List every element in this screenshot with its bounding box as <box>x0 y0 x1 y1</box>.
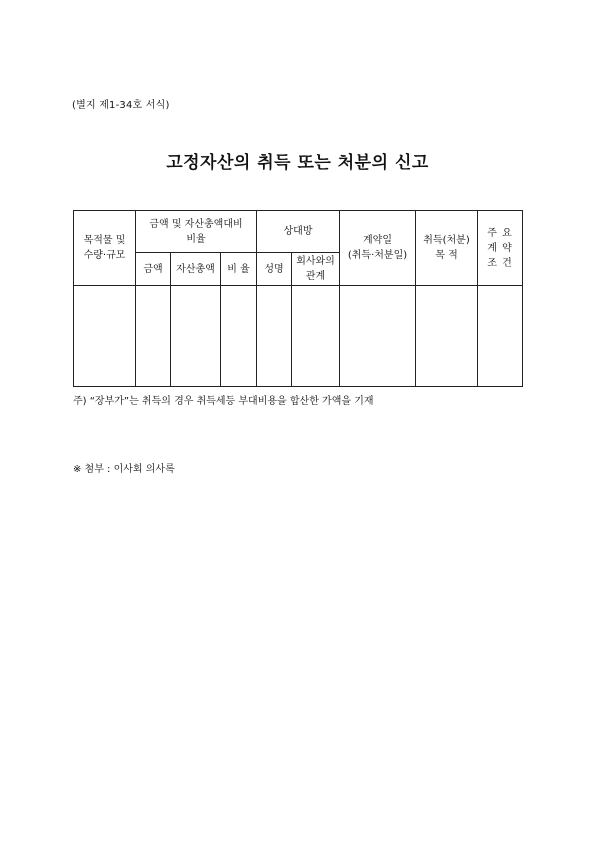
footnote: 주) “장부가”는 취득의 경우 취득세등 부대비용을 합산한 가액을 기재 <box>73 396 374 407</box>
form-number: (별지 제1-34호 서식) <box>72 100 170 111</box>
cell-amount[interactable] <box>136 286 171 387</box>
table-header-row-1 <box>74 211 523 253</box>
cell-name[interactable] <box>257 286 292 387</box>
header-contract-date: 계약일 (취득·처분일) <box>340 211 416 286</box>
header-object: 목적물 및 수량·규모 <box>74 211 136 286</box>
cell-contract-date[interactable] <box>340 286 416 387</box>
cell-ratio[interactable] <box>221 286 257 387</box>
header-relation: 회사와의 관계 <box>292 253 340 286</box>
table-row <box>74 286 523 387</box>
disposal-report-table <box>73 210 523 387</box>
header-amount: 금액 <box>136 253 171 286</box>
attachment-note: ※ 첨부 : 이사회 의사록 <box>73 464 175 475</box>
header-amount-group: 금액 및 자산총액대비 비율 <box>136 211 257 253</box>
cell-object[interactable] <box>74 286 136 387</box>
header-ratio: 비 율 <box>221 253 257 286</box>
header-terms: 주 요 계 약 조 건 <box>478 211 523 286</box>
cell-purpose[interactable] <box>416 286 478 387</box>
cell-total-assets[interactable] <box>171 286 221 387</box>
header-total-assets: 자산총액 <box>171 253 221 286</box>
header-name: 성명 <box>257 253 292 286</box>
header-purpose: 취득(처분) 목 적 <box>416 211 478 286</box>
header-counterparty-group: 상대방 <box>257 211 340 253</box>
cell-terms[interactable] <box>478 286 523 387</box>
cell-relation[interactable] <box>292 286 340 387</box>
document-title: 고정자산의 취득 또는 처분의 신고 <box>166 153 429 173</box>
